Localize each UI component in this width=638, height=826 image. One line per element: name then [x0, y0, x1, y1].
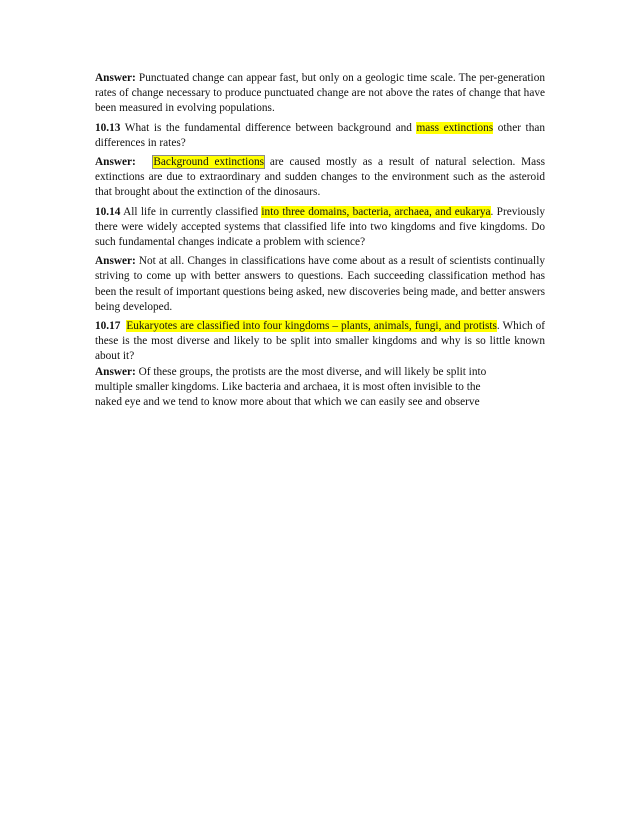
- answer-10-13: [95, 155, 545, 201]
- answer-spacer: [136, 156, 154, 168]
- question-text-end: . Previously there were widely accepted systems that classified life into two kingdoms and five kingdoms. Do such fundamental changes indicate a problem with science?: [95, 205, 545, 249]
- highlight-three-domains: into three domains, bacteria, archaea, and eukarya: [261, 205, 491, 218]
- question-10-17: [95, 319, 545, 365]
- answer-text: are caused mostly as a result of natural selection. Mass extinctions are due to extraordinary and sudden changes to the environment such as the asteroid that brought about the extinction of the dinosaurs.: [95, 156, 545, 199]
- question-10-14: [95, 205, 545, 251]
- answer-label: Answer:: [95, 255, 136, 268]
- highlight-four-kingdoms: Eukaryotes are classified into four kingdoms – plants, animals, fungi, and protists: [126, 320, 497, 333]
- highlight-mass-extinctions: mass extinctions: [416, 121, 494, 134]
- answer-10-14: [95, 254, 545, 315]
- question-number: 10.14: [95, 205, 121, 218]
- question-text-end: other than differences in rates?: [95, 121, 546, 149]
- answer-text: Punctuated change can appear fast, but only on a geologic time scale. The per-generation rates of change necessary to produce punctuated change are not above the rates of change that have been measured in evolving populations.: [95, 72, 545, 115]
- answer-text: Of these groups, the protists are the most diverse, and will likely be split into multiple smaller kingdoms. Like bacteria and archaea, it is most often invisible to the naked eye and we tend to know more about that which we can easily see and observe: [95, 365, 487, 409]
- question-number: 10.13: [95, 121, 121, 134]
- document-page: [95, 71, 545, 410]
- question-number: 10.17: [95, 320, 121, 333]
- answer-label: Answer:: [95, 72, 136, 84]
- question-text-end: . Which of these is the most diverse and likely to be split into smaller kingdoms and why is so little known about it?: [95, 320, 545, 363]
- highlight-background-extinctions: Background extinctions: [153, 156, 265, 169]
- question-text: What is the fundamental difference between background and: [120, 121, 417, 134]
- answer-punctuated-change: [95, 71, 545, 117]
- answer-text: Not at all. Changes in classifications have come about as a result of scientists continually striving to come up with better answers to questions. Each succeeding classification method has been the result of important questions being asked, new discoveries being made, and better answers being developed.: [95, 255, 545, 313]
- question-10-13: [95, 121, 545, 151]
- answer-label: Answer:: [95, 156, 136, 169]
- question-text: All life in currently classified: [120, 205, 262, 218]
- answer-10-17: [95, 365, 487, 411]
- answer-label: Answer:: [95, 365, 136, 378]
